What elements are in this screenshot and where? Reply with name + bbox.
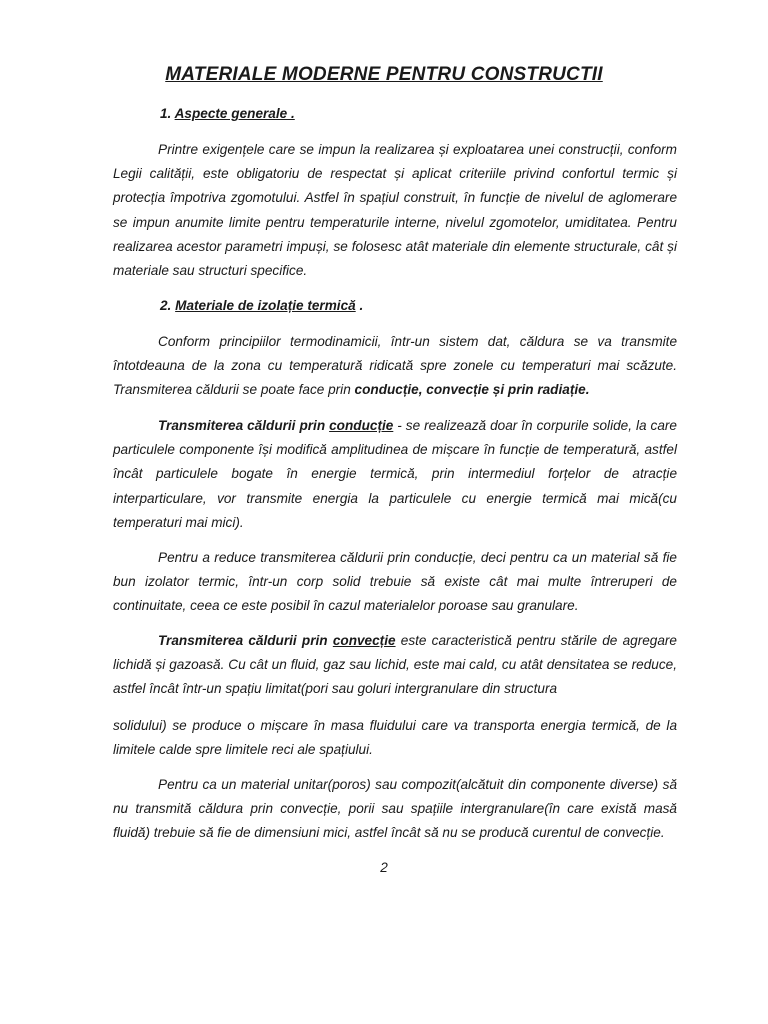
section-title: Materiale de izolație termică — [175, 298, 356, 313]
section-number: 2. — [160, 298, 176, 313]
underlined-term: convecție — [332, 633, 396, 648]
section-title: Aspecte generale . — [174, 106, 295, 121]
page-number: 2 — [380, 860, 388, 875]
paragraph-convection-cont: solidului) se produce o mișcare în masa fluidului care va transporta energia termică, de la limitele calde spre limitele reci ale spațiului. — [113, 718, 677, 758]
section-heading-2: 2. Materiale de izolație termică . — [160, 298, 364, 313]
bold-phrase: conducție, convecție și prin radiație. — [354, 382, 590, 398]
paragraph-convection: Transmiterea căldurii prin convecție este caracteristică pentru stările de agregare lichidă și gazoasă. Cu cât un fluid, gaz sau lichid, este mai cald, cu atât densitatea se reduce, astfel încât într-un spațiu limitat(pori sau goluri intergranulare din structura — [113, 633, 677, 697]
paragraph-thermodynamics: Conform principiilor termodinamicii, într-un sistem dat, căldura se va transmite întotdeauna de la zona cu temperatură ridicată spre zonele cu temperaturi mai scăzute. Transmiterea căldurii se poate face prin conducție, convecție și prin radiație. — [113, 334, 677, 398]
paragraph-insulator: Pentru a reduce transmiterea căldurii prin conducție, deci pentru ca un material să fie bun izolator termic, într-un corp solid trebuie să existe cât mai multe întreruperi de continuitate, ceea ce este posibil în cazul materialelor poroase sau granulare. — [113, 550, 677, 614]
document-title: MATERIALE MODERNE PENTRU CONSTRUCTII — [165, 64, 603, 85]
paragraph-conduction: Transmiterea căldurii prin conducție - se realizează doar în corpurile solide, la care particulele componente își modifică amplitudinea de mișcare în funcție de temperatură, astfel încât particulele bogate în energie termică, prin intermediul forțelor de atracție interparticulare, vor transmite energia la particulele cu energie termică mai mică(cu temperaturi mai mici). — [113, 418, 677, 530]
underlined-term: conducție — [329, 418, 394, 433]
section-number: 1. — [160, 106, 175, 121]
paragraph-composite: Pentru ca un material unitar(poros) sau compozit(alcătuit din componente diverse) să nu transmită căldura prin convecție, porii sau spațiile intergranulare(în care există masă fluidă) trebuie să fie de dimensiuni mici, astfel încât să nu se producă curentul de convecție. — [113, 777, 677, 841]
section-heading-1 — [160, 106, 295, 121]
paragraph-general: Printre exigențele care se impun la realizarea și exploatarea unei construcții, conform Legii calității, este obligatoriu de respectat și aplicat criteriile privind confortul termic și protecția împotriva zgomotului. Astfel în spațiul construit, în funcție de nivelul de aglomerare se impun anumite limite pentru temperaturile interne, nivelul zgomotelor, umiditatea. Pentru realizarea acestor parametri impuși, se folosesc atât materiale din elemente structurale, cât și materiale sau structuri specifice. — [113, 142, 677, 279]
